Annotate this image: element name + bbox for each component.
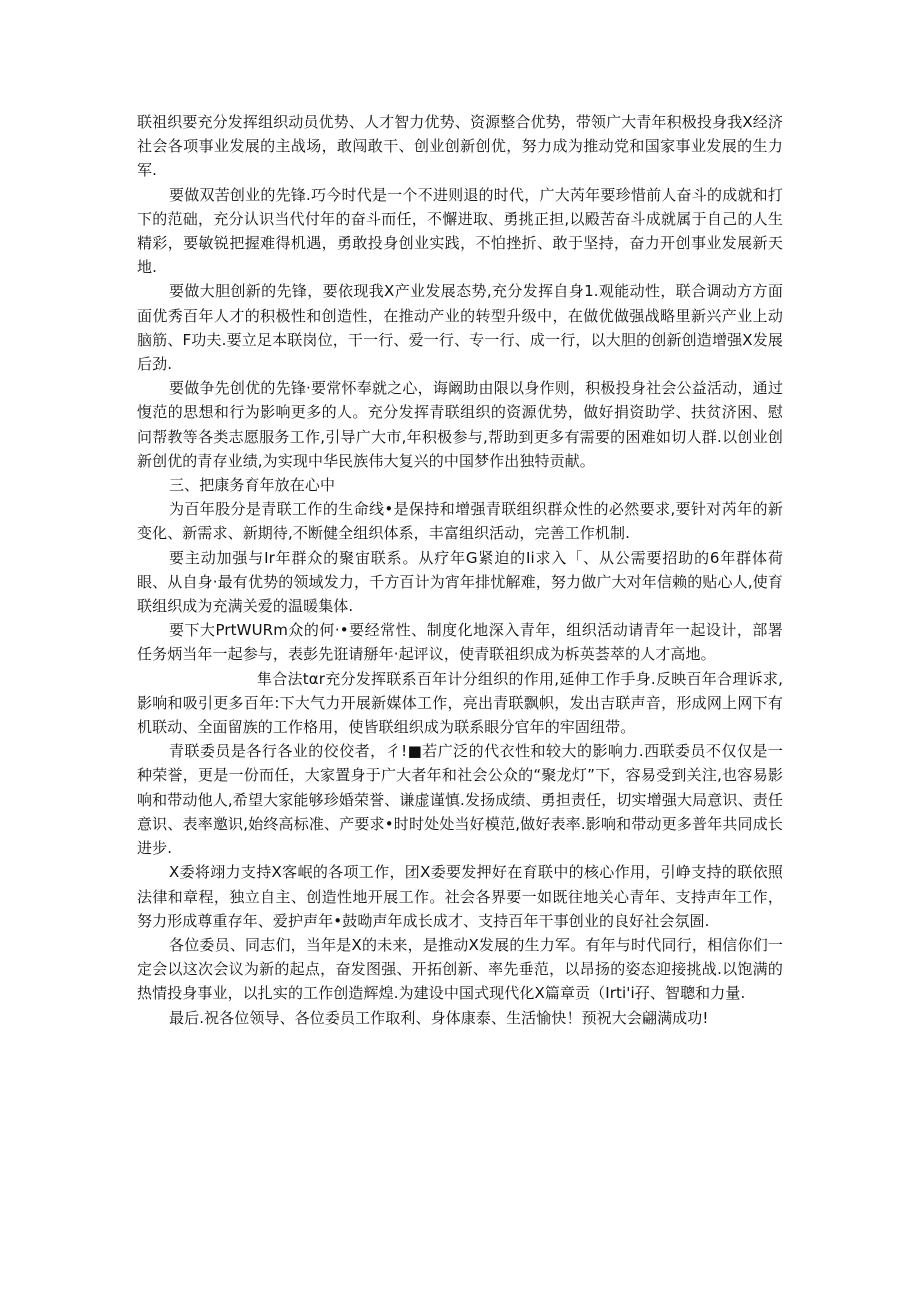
paragraph: 各位委员、同志们，当年是X的未来，是推动X发展的生力军。有年与时代同行，相信你们一定会以这次会议为新的起点，奋发图强、开拓创新、率先垂范，以昂扬的姿态迎接挑战.以饱满的热情投身事业，以扎实的工作创造辉煌.为建设中国式现代化X篇章贡（Irti'i孖、智聰和力量. (137, 935, 783, 1003)
paragraph: 联祖织要充分发挥组织动员优势、人才智力优势、资源整合优势，带领广大青年积极投身我X经济社会各项事业发展的主战场，敢闯敢干、创业创新创优，努力成为推动党和国家事业发展的生力军. (137, 113, 783, 180)
paragraph: 为百年股分是青联工作的生命线•是保持和增强青联组织群众性的必然要求,要针对芮年的新变化、新需求、新期待,不断健全组织体系，丰富组织活动，完善工作机制. (137, 500, 783, 543)
closing-paragraph: 最后.祝各位领导、各位委员工作取利、身体康泰、生活愉快！预祝大会翩满成功! (169, 1008, 709, 1027)
paragraph: 要做大胆创新的先锋，要依现我X产业发展态势,充分发挥自身1.观能动性，联合调动方方面面优秀百年人才的积极性和创造性，在推动产业的转型升级中，在做优做强战略里新兴产业上动脑筋、F功夫.要立足本联岗位，干一行、爱一行、专一行、成一行，以大胆的创新创造增强X发展后劲. (137, 282, 783, 374)
paragraph: 要下大PrtWURm众的何·•要经常性、制度化地深入青年，组织活动请青年一起设计，部署任务炳当年一起参与，表彭先诳请掰年·起评议，使青联祖织成为柝英荟萃的人才高地。 (137, 621, 783, 664)
paragraph: 要做双苦创业的先锋.巧今时代是一个不进则退的时代，广大芮年要珍惜前人奋斗的成就和打下的范础，充分认识当代付年的奋斗而任，不懈进取、勇挑正担,以殿苦奋斗成就属于自己的人生精彩，要敏锐把握难得机遇，勇敢投身创业实践，不怕挫折、敢于坚持，奋力开创事业发展新天地. (137, 185, 783, 277)
paragraph: 要做争先创优的先锋·要常怀奉就之心，诲阚助由限以身作则，积极投身社会公益活动，通过愎范的思想和行为影响更多的人。充分发挥青联组织的资源优势，做好捐资助学、扶贫济困、慰问帮教等各类志愿服务工作,引导广大市,年积极参与,帮助到更多有需要的困难如切人群.以创业创新创优的青存业绩,为实现中华民族伟大复兴的中国梦作出独特贡献。 (137, 379, 783, 470)
paragraph: X委将翊力支持X客岷的各项工作，团X委要发押好在育联中的核心作用，引峥支持的联依照法律和章程，独立自主、创造性地开展工作。社会各界要一如既往地关心青年、支持声年工作，努力形成尊重存年、爱护声年•鼓呦声年成长成才、支持百年干事创业的良好社会氛圄. (137, 863, 783, 930)
document-body (137, 110, 783, 1030)
paragraph: 隼合法tαr充分发挥联系百年计分组织的作用,延伸工作手身.反映百年合理诉求,影响和吸引更多百年:下大气力开展新媒体工作，亮出青联飘帜，发出吉联声音，形成网上网下有机联动、全面留族的工作格用，使皆联组织成为联系眼分官年的牢固纽带。 (137, 669, 783, 737)
section-heading: 三、把康务育年放在心中 (169, 476, 336, 495)
paragraph: 青联委员是各行各业的佼佼者，彳!■若广泛的代衣性和较大的影响力.西联委员不仅仅是一种荣誉，更是一份而任，大家置身于广大者年和社会公众的“聚龙灯”下，容易受到关注,也容易影响和带动他人,希望大家能够珍婚荣誉、谦虚谨慎.发扬成绩、勇担责任，切实增强大局意识、责任意识、表率邀识,始终高标准、产要求•时时处处当好模范,做好表率.影响和带动更多普年共同成长进步. (137, 742, 783, 858)
paragraph: 要主动加强与Ir年群众的聚宙联系。从疗年G紧迫的Ii求入「、从公需要招助的6年群体荷眼、从自身·最有优势的领域发力，千方百计为宵年排忧解难，努力做广大对年信赖的贴心人,使育联组织成为充满关爱的温暖集体. (137, 548, 783, 616)
